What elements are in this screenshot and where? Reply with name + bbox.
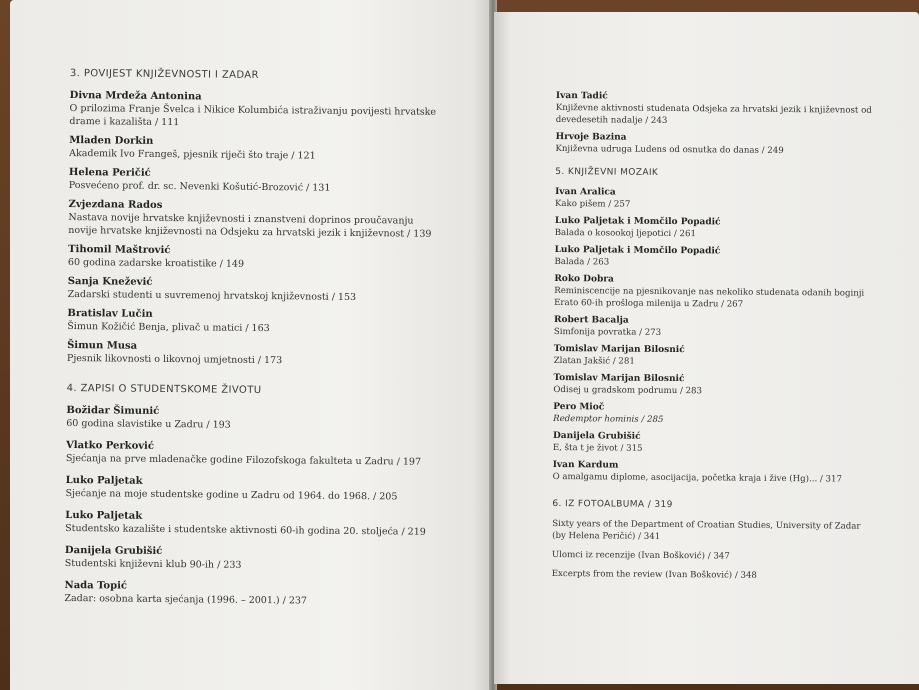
entry-author: Vlatko Perković [65, 439, 155, 452]
entry-author: Luko Paljetak [65, 474, 143, 487]
entry-title-line: Akademik Ivo Frangeš, pjesnik riječi što traje / 121 [69, 147, 316, 162]
toc-entry [69, 166, 469, 196]
entry-title-line: Studentski književni klub 90-ih / 233 [64, 557, 242, 571]
toc-entry [68, 275, 468, 305]
entry-title-line: 60 godina slavistike u Zadru / 193 [66, 417, 231, 431]
entry-title-line: Sjećanje na moje studentske godine u Zadru od 1964. do 1968. / 205 [65, 487, 398, 503]
toc-entry [65, 509, 465, 539]
entry-title-line: Književne aktivnosti studenata Odsjeka za hrvatski jezik i književnost od [555, 102, 872, 116]
entry-title-line: Redemptor hominis / 285 [553, 413, 664, 425]
entry-title-line: Odisej u gradskom podrumu / 283 [553, 384, 703, 397]
entry-author: Helena Peričić [68, 166, 151, 179]
toc-entry [555, 215, 895, 242]
toc-entry [552, 518, 892, 545]
toc-entry [68, 243, 468, 273]
toc-entry [556, 90, 896, 129]
toc-entry [554, 244, 894, 271]
entry-title-line: drame i kazališta / 111 [69, 115, 180, 129]
entry-author: Šimun Musa [67, 339, 138, 352]
entry-author: Nada Topić [64, 579, 128, 592]
entry-title-line: Balada / 263 [554, 256, 610, 268]
toc-entry [68, 198, 468, 241]
entry-author: Robert Bacalja [553, 314, 629, 326]
entry-author: Bratislav Lučin [67, 307, 153, 320]
entry-author: Ivan Aralica [555, 186, 616, 198]
entry-title-line: devedesetih nadalje / 243 [555, 114, 668, 126]
entry-author: Luko Paljetak i Momčilo Popadić [554, 244, 721, 257]
entry-author: Zvjezdana Rados [68, 198, 163, 211]
entry-author: Tihomil Maštrović [68, 243, 171, 257]
toc-entry [552, 568, 892, 583]
entry-title-line: Balada o kosookoj ljepotici / 261 [554, 227, 696, 240]
entry-author: Pero Mioč [553, 401, 605, 413]
entry-author: Ivan Tadić [555, 90, 608, 102]
entry-author: Ivan Kardum [552, 459, 619, 471]
toc-entry [554, 314, 894, 341]
entry-title-line: E, šta t je život / 315 [552, 442, 643, 454]
entry-title-line: 60 godina zadarske kroatistike / 149 [67, 256, 245, 270]
entry-title-line: Erato 60-ih prošloga milenija u Zadru / 267 [554, 297, 744, 310]
toc-entry [555, 131, 895, 158]
entry-title-line: Sjećanja na prve mladenačke godine Filozofskoga fakulteta u Zadru / 197 [65, 452, 422, 468]
entry-author: Mladen Dorkin [69, 134, 154, 147]
entry-title-line: Zadar: osobna karta sjećanja (1996. – 2001.) / 237 [64, 592, 308, 607]
section-title-3: 3. POVIJEST KNJIŽEVNOSTI I ZADAR [69, 68, 259, 81]
entry-title-line: Ulomci iz recenzije (Ivan Bošković) / 347 [551, 549, 730, 562]
entry-title-line: O prilozima Franje Švelca i Nikice Kolumbića istraživanju povijesti hrvatske [69, 102, 437, 118]
toc-entry [554, 343, 894, 370]
toc-entry [65, 474, 465, 504]
entry-title-line: Književna udruga Ludens od osnutka do danas / 249 [555, 143, 784, 156]
toc-entry [67, 307, 467, 337]
entry-title-line: Šimun Kožičić Benja, plivač u matici / 163 [67, 320, 270, 335]
entry-title-line: O amalgamu diplome, asocijacija, početka kraja i žive (Hg)... / 317 [552, 471, 842, 485]
toc-entry [553, 459, 893, 486]
entry-title-line: Zlatan Jakšić / 281 [553, 355, 635, 367]
toc-entry [553, 401, 893, 428]
entry-title-line: Simfonija povratka / 273 [553, 326, 662, 338]
entry-author: Luko Paljetak i Momčilo Popadić [554, 215, 721, 228]
entry-title-line: Reminiscencije na pjesnikovanje nas nekoliko studenata odanih boginji [554, 285, 865, 299]
entry-author: Božidar Šimunić [66, 404, 160, 417]
entry-author: Danijela Grubišić [552, 430, 641, 442]
entry-title-line: Zadarski studenti u suvremenoj hrvatskoj književnosti / 153 [67, 288, 357, 304]
toc-entry [64, 579, 464, 609]
left-page [10, 0, 492, 690]
toc-entry [69, 134, 469, 164]
toc-entry [67, 339, 467, 369]
entry-author: Sanja Knežević [67, 275, 153, 288]
entry-title-line: Kako pišem / 257 [554, 198, 631, 210]
left-page-contents [64, 68, 470, 618]
entry-author: Hrvoje Bazina [555, 131, 627, 143]
section-title-6: 6. IZ FOTOALBUMA / 319 [552, 498, 673, 511]
toc-entry [66, 404, 466, 434]
entry-title-line: Studentsko kazalište i studentske aktivnosti 60-ih godina 20. stoljeća / 219 [65, 522, 426, 538]
toc-entry [553, 430, 893, 457]
entry-title-line: Posvećeno prof. dr. sc. Nevenki Košutić-Brozović / 131 [68, 179, 331, 194]
toc-entry [555, 186, 895, 213]
section-title-5: 5. KNJIŽEVNI MOZAIK [555, 166, 659, 178]
entry-title-line: Pjesnik likovnosti o likovnoj umjetnosti / 173 [66, 352, 283, 367]
entry-author: Roko Dobra [554, 273, 614, 285]
toc-entry [65, 544, 465, 574]
entry-title-line: novije hrvatske književnosti na Odsjeku za hrvatski jezik i književnost / 139 [68, 224, 432, 240]
entry-title-line: Sixty years of the Department of Croatian Studies, University of Zadar [552, 518, 861, 532]
entry-author: Tomislav Marijan Bilosnić [553, 343, 685, 356]
entry-author: Danijela Grubišić [64, 544, 163, 557]
toc-entry [553, 372, 893, 399]
entry-author: Divna Mrdeža Antonina [69, 89, 202, 103]
right-page-contents [552, 90, 896, 590]
toc-entry [66, 439, 466, 469]
entry-title-line: Excerpts from the review (Ivan Bošković) / 348 [551, 568, 757, 581]
right-page [494, 12, 919, 684]
toc-entry [552, 549, 892, 564]
entry-title-line: (by Helena Peričić) / 341 [552, 530, 661, 542]
entry-author: Luko Paljetak [65, 509, 143, 522]
toc-entry [554, 273, 894, 312]
toc-entry [69, 89, 469, 132]
section-title-4: 4. ZAPISI O STUDENTSKOME ŽIVOTU [66, 382, 262, 397]
entry-author: Tomislav Marijan Bilosnić [553, 372, 685, 385]
entry-title-line: Nastava novije hrvatske književnosti i znanstveni doprinos proučavanju [68, 211, 414, 227]
